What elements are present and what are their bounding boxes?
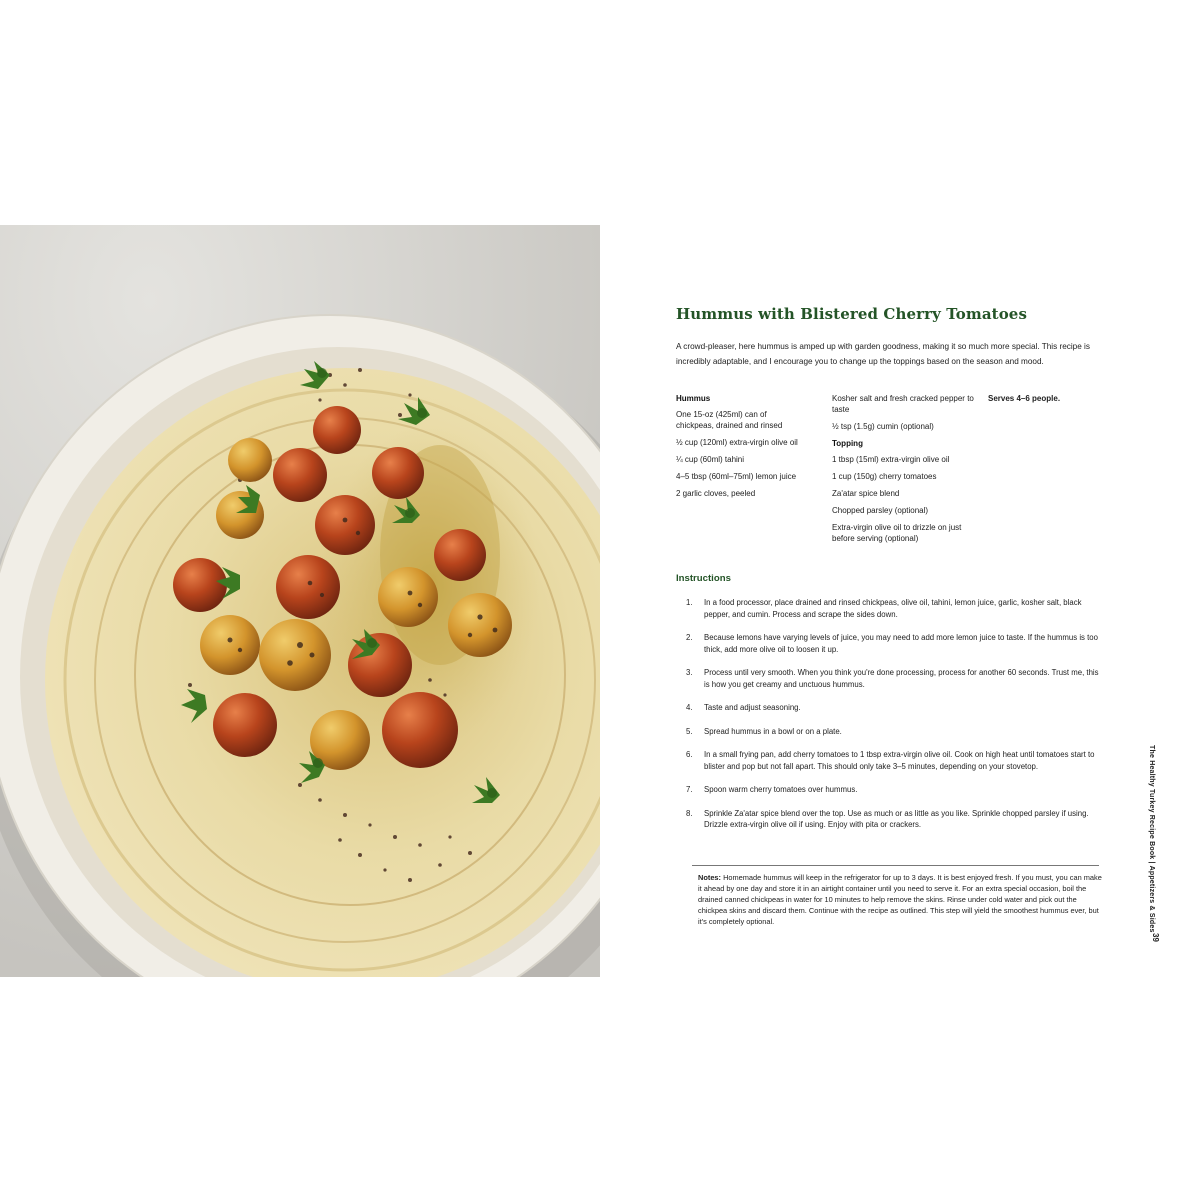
step-text: In a small frying pan, add cherry tomatoes to 1 tbsp extra-virgin olive oil. Cook on high heat until tomatoes start to blister and pop but not fall apart. This should only take 3–5 minutes, depending on your stovetop.: [704, 750, 1095, 771]
ingredients-topping: [832, 393, 977, 550]
instruction-step: [676, 702, 1106, 714]
instruction-step: [676, 726, 1106, 738]
instruction-step: [676, 808, 1106, 831]
recipe-page: [600, 225, 1200, 977]
ingredient-item: ½ cup (120ml) extra-virgin olive oil: [676, 438, 798, 447]
instruction-step: [676, 784, 1106, 796]
step-text: Spoon warm cherry tomatoes over hummus.: [704, 785, 858, 794]
notes-text: Homemade hummus will keep in the refrigerator for up to 3 days. It is best enjoyed fresh. If you must, you can make it ahead by one day and store it in an airtight container until you need to serve it. For an extra special occasion, boil the drained canned chickpeas in water for 10 minutes to help remove the skins. Rinse under cold water and pick out the chickpea skins and discard them. Continue with the recipe as outlined. This step will yield the smoothest hummus ever, but it's completely optional.: [698, 873, 1102, 926]
ingredient-item: ½ tsp (1.5g) cumin (optional): [832, 422, 934, 431]
ingredient-item: One 15-oz (425ml) can of chickpeas, drained and rinsed: [676, 410, 783, 430]
hummus-bowl-illustration: [0, 225, 600, 977]
step-text: Process until very smooth. When you think you're done processing, process for another 60 seconds. Trust me, this is how you get creamy and unctuous hummus.: [704, 668, 1099, 689]
ingredient-item: 1 tbsp (15ml) extra-virgin olive oil: [832, 455, 950, 464]
step-text: Spread hummus in a bowl or on a plate.: [704, 726, 842, 736]
hummus-photo: [0, 225, 600, 977]
step-number: 3.: [686, 668, 693, 677]
instruction-step: [676, 749, 1106, 772]
serves-note: Serves 4–6 people.: [988, 394, 1061, 403]
ingredient-item: Extra-virgin olive oil to drizzle on just before serving (optional): [832, 523, 962, 543]
step-number: 1.: [686, 598, 693, 607]
instruction-step: [676, 667, 1106, 690]
ingredient-item: 2 garlic cloves, peeled: [676, 489, 756, 498]
step-text: Sprinkle Za'atar spice blend over the top. Use as much or as little as you like. Sprinkle chopped parsley if using. Drizzle extra-virgin olive oil if using. Enjoy with pita or crackers.: [704, 808, 1089, 829]
ingredient-item: 4–5 tbsp (60ml–75ml) lemon juice: [676, 472, 797, 481]
page-number: 39: [1150, 933, 1160, 942]
instruction-step: [676, 632, 1106, 655]
notes-label: Notes:: [698, 873, 721, 882]
ingredient-item: 1 cup (150g) cherry tomatoes: [832, 472, 937, 481]
instruction-step: [676, 597, 1106, 620]
ingredient-item: Chopped parsley (optional): [832, 506, 929, 515]
step-number: 2.: [686, 633, 693, 642]
step-text: In a food processor, place drained and rinsed chickpeas, olive oil, tahini, lemon juice, garlic, kosher salt, black pepper, and cumin. Process and scrape the sides down.: [704, 598, 1082, 619]
step-text: Taste and adjust seasoning.: [704, 703, 801, 712]
ingredient-item: Kosher salt and fresh cracked pepper to taste: [832, 394, 974, 414]
topping-heading: Topping: [832, 439, 863, 448]
instructions-heading: Instructions: [676, 573, 731, 584]
ingredient-item: Za'atar spice blend: [832, 489, 900, 498]
running-head: The Healthy Turkey Recipe Book | Appetizers & Sides: [1148, 745, 1155, 933]
recipe-notes: [698, 872, 1102, 927]
step-text: Because lemons have varying levels of juice, you may need to add more lemon juice to taste. If the hummus is too thick, add more olive oil to loosen it up.: [704, 633, 1098, 654]
hummus-heading: Hummus: [676, 394, 711, 403]
step-number: 4.: [686, 703, 693, 712]
step-number: 7.: [686, 785, 693, 794]
step-number: 6.: [686, 750, 693, 759]
recipe-intro: A crowd-pleaser, here hummus is amped up with garden goodness, making it so much more special. This recipe is incredibly adaptable, and I encourage you to change up the toppings based on the season and mood.: [676, 342, 1090, 366]
notes-divider: [692, 865, 1099, 866]
instructions-list: [676, 597, 1106, 843]
recipe-title: Hummus with Blistered Cherry Tomatoes: [676, 305, 1027, 323]
step-number: 8.: [686, 808, 693, 818]
book-spread: [0, 225, 1200, 977]
ingredient-item: ¼ cup (60ml) tahini: [676, 455, 745, 464]
step-number: 5.: [686, 726, 693, 736]
ingredients-hummus: [676, 393, 801, 505]
